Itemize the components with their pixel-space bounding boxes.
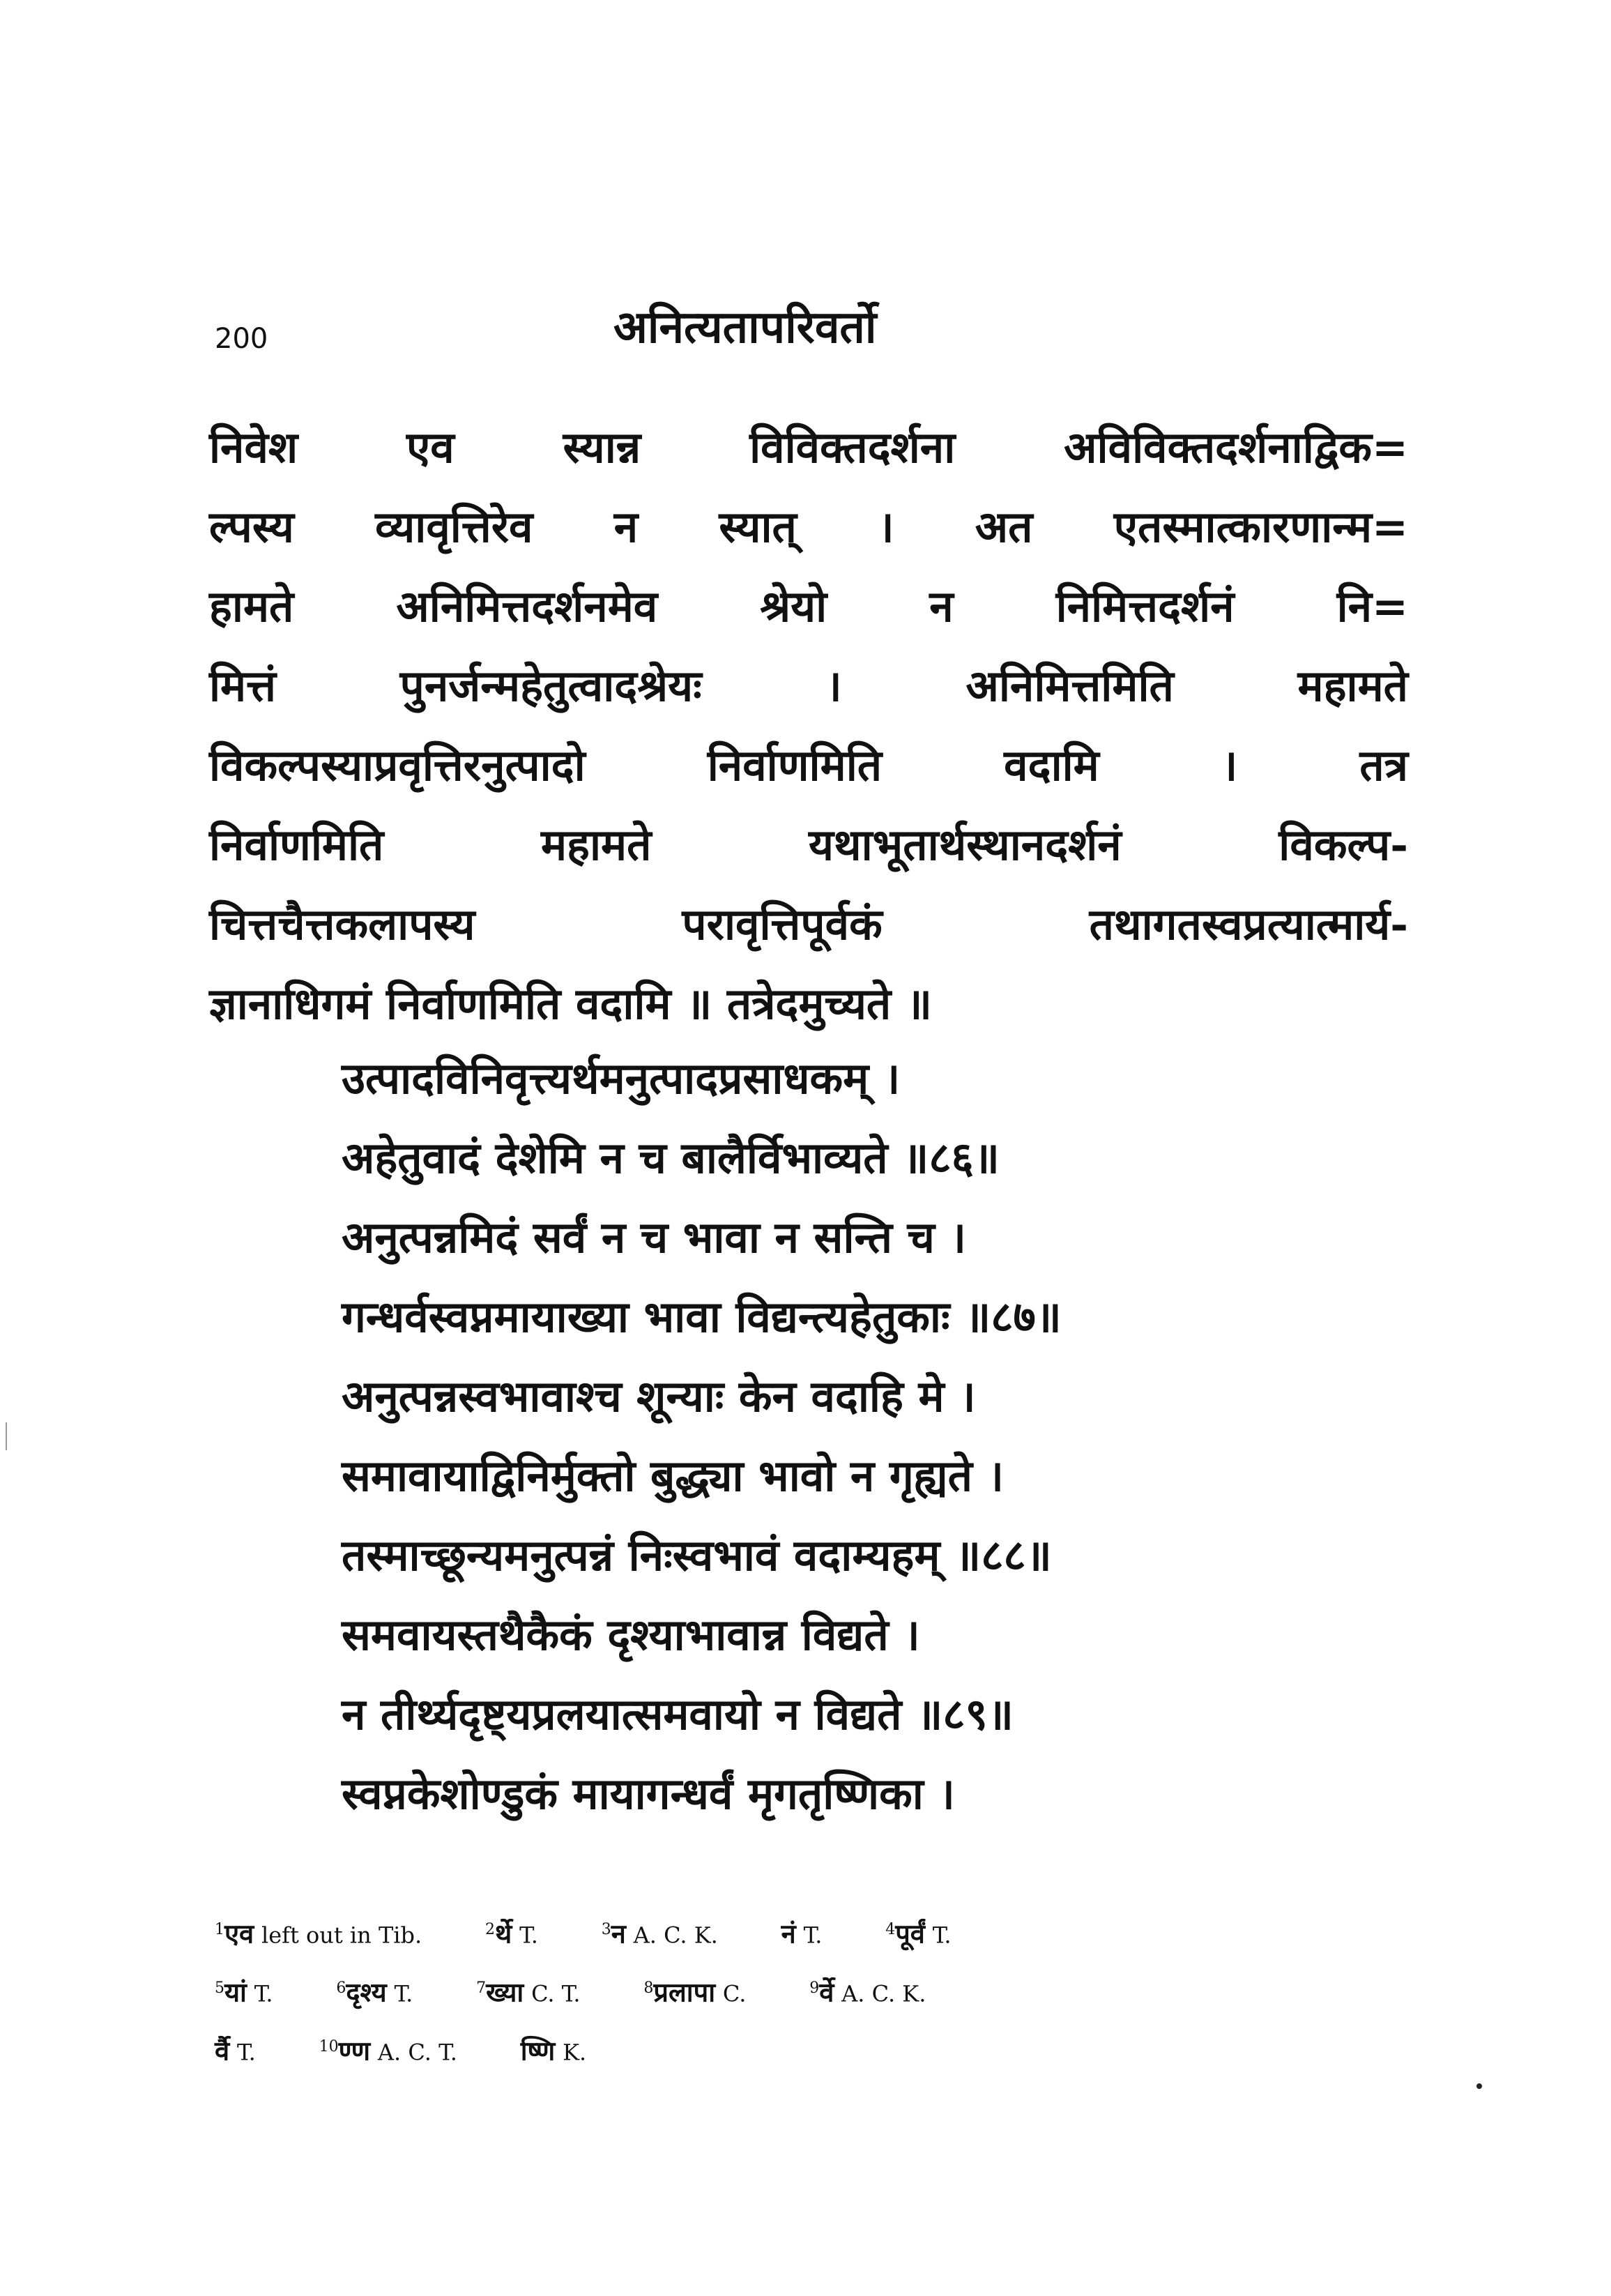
footnote bbox=[215, 2024, 256, 2075]
footnote-reading: र्थे bbox=[494, 1917, 512, 1949]
footnote-number: 9 bbox=[809, 1979, 820, 1997]
footnote-note: T. bbox=[803, 1922, 823, 1949]
footnote-note: K. bbox=[563, 2039, 587, 2066]
footnote-reading: ख्या bbox=[486, 1976, 524, 2008]
footnote-number: 10 bbox=[319, 2038, 339, 2055]
prose-line: चित्तचैत्तकलापस्य परावृत्तिपूर्वकं तथागतस्वप्रत्यात्मार्य- bbox=[209, 899, 1408, 950]
prose-line: निर्वाणमिति महामते यथाभूतार्थस्थानदर्शनं विकल्प- bbox=[209, 819, 1408, 870]
footnote-row bbox=[215, 1907, 1428, 1966]
prose-line: विकल्पस्याप्रवृत्तिरनुत्पादो निर्वाणमिति वदामि । तत्र bbox=[209, 740, 1408, 791]
verse-line: न तीर्थ्यदृष्ट्यप्रलयात्समवायो न विद्यते ॥८९॥ bbox=[342, 1689, 1014, 1740]
verse-line: अनुत्पन्नस्वभावाश्च शून्याः केन वदाहि मे । bbox=[342, 1371, 976, 1422]
footnote-note: T. bbox=[932, 1922, 952, 1949]
footnote-reading: एव bbox=[224, 1917, 254, 1949]
footnote bbox=[809, 1966, 926, 2016]
verse-block bbox=[342, 1039, 1387, 1834]
prose-block bbox=[209, 408, 1408, 1044]
footnote bbox=[476, 1966, 580, 2016]
footnote-note: A. C. T. bbox=[377, 2039, 457, 2066]
footnote-reading: दृश्य bbox=[346, 1976, 387, 2008]
footnote-number: 4 bbox=[885, 1921, 896, 1938]
footnotes bbox=[215, 1907, 1428, 2083]
footnote-note: T. bbox=[254, 1980, 273, 2007]
footnote-note: C. T. bbox=[531, 1980, 581, 2007]
page-number: 200 bbox=[215, 323, 268, 355]
prose-line: निवेश एव स्यान्न विविक्तदर्शना अविविक्तदर्शनाद्विक= bbox=[209, 422, 1408, 473]
verse-line: उत्पादविनिवृत्त्यर्थमनुत्पादप्रसाधकम् । bbox=[342, 1053, 901, 1104]
footnote bbox=[602, 1907, 718, 1958]
footnote-note: A. C. K. bbox=[841, 1980, 926, 2007]
prose-line: ज्ञानाधिगमं निर्वाणमिति वदामि ॥ तत्रेदमुच्यते ॥ bbox=[209, 978, 932, 1029]
ink-speck bbox=[1476, 2083, 1482, 2089]
prose-line: ल्पस्य व्यावृत्तिरेव न स्यात् । अत एतस्मात्कारणान्म= bbox=[209, 501, 1408, 552]
footnote-row bbox=[215, 1966, 1428, 2024]
verse-line: अहेतुवादं देशेमि न च बालैर्विभाव्यते ॥८६॥ bbox=[342, 1132, 1000, 1183]
footnote bbox=[215, 1907, 422, 1958]
prose-line: मित्तं पुनर्जन्महेतुत्वादश्रेयः । अनिमित्तमिति महामते bbox=[209, 660, 1408, 711]
footnote bbox=[336, 1966, 413, 2016]
footnote-number: 2 bbox=[484, 1921, 495, 1938]
footnote-number: 7 bbox=[476, 1979, 487, 1997]
footnote bbox=[885, 1907, 951, 1958]
footnote-number: 5 bbox=[215, 1979, 224, 1997]
footnote-note: T. bbox=[519, 1922, 538, 1949]
footnote bbox=[781, 1907, 823, 1958]
footnote-note: T. bbox=[394, 1980, 413, 2007]
verse-line: अनुत्पन्नमिदं सर्वं न च भावा न सन्ति च । bbox=[342, 1212, 966, 1263]
verse-line: गन्धर्वस्वप्नमायाख्या भावा विद्यन्त्यहेतुकाः ॥८७॥ bbox=[342, 1291, 1062, 1342]
footnote-number: 8 bbox=[643, 1979, 654, 1997]
footnote bbox=[643, 1966, 746, 2016]
footnote bbox=[215, 1966, 273, 2016]
scan-margin-mark bbox=[6, 1422, 7, 1450]
footnote bbox=[485, 1907, 538, 1958]
footnote-reading: र्वे bbox=[819, 1976, 834, 2008]
footnote bbox=[319, 2024, 457, 2075]
footnote-number: 6 bbox=[336, 1979, 346, 1997]
footnote-note: A. C. K. bbox=[633, 1922, 718, 1949]
footnote bbox=[521, 2024, 586, 2075]
footnote-reading: र्वै bbox=[215, 2035, 230, 2067]
verse-line: समावायाद्विनिर्मुक्तो बुद्ध्या भावो न गृह्यते । bbox=[342, 1450, 1005, 1501]
footnote-number: 1 bbox=[215, 1921, 224, 1938]
footnote-note: T. bbox=[236, 2039, 256, 2066]
footnote-reading: नं bbox=[781, 1917, 796, 1949]
verse-line: स्वप्नकेशोण्डुकं मायागन्धर्वं मृगतृष्णिका । bbox=[342, 1768, 955, 1819]
running-title: अनित्यतापरिवर्तो bbox=[613, 301, 877, 353]
footnote-reading: प्रलापा bbox=[653, 1976, 716, 2008]
footnote-reading: ण्ण bbox=[338, 2035, 371, 2067]
footnote-reading: ष्णि bbox=[520, 2035, 556, 2067]
verse-line: तस्माच्छून्यमनुत्पन्नं निःस्वभावं वदाम्यहम् ॥८८॥ bbox=[342, 1530, 1052, 1581]
footnote-reading: पूर्वं bbox=[895, 1917, 925, 1949]
footnote-number: 3 bbox=[601, 1921, 611, 1938]
footnote-row bbox=[215, 2024, 1428, 2083]
footnote-note: left out in Tib. bbox=[261, 1922, 422, 1949]
footnote-reading: न bbox=[611, 1917, 626, 1949]
verse-line: समवायस्तथैकैकं दृश्याभावान्न विद्यते । bbox=[342, 1609, 920, 1660]
footnote-note: C. bbox=[722, 1980, 747, 2007]
footnote-reading: यां bbox=[224, 1976, 247, 2008]
prose-line: हामते अनिमित्तदर्शनमेव श्रेयो न निमित्तदर्शनं नि= bbox=[209, 581, 1408, 632]
